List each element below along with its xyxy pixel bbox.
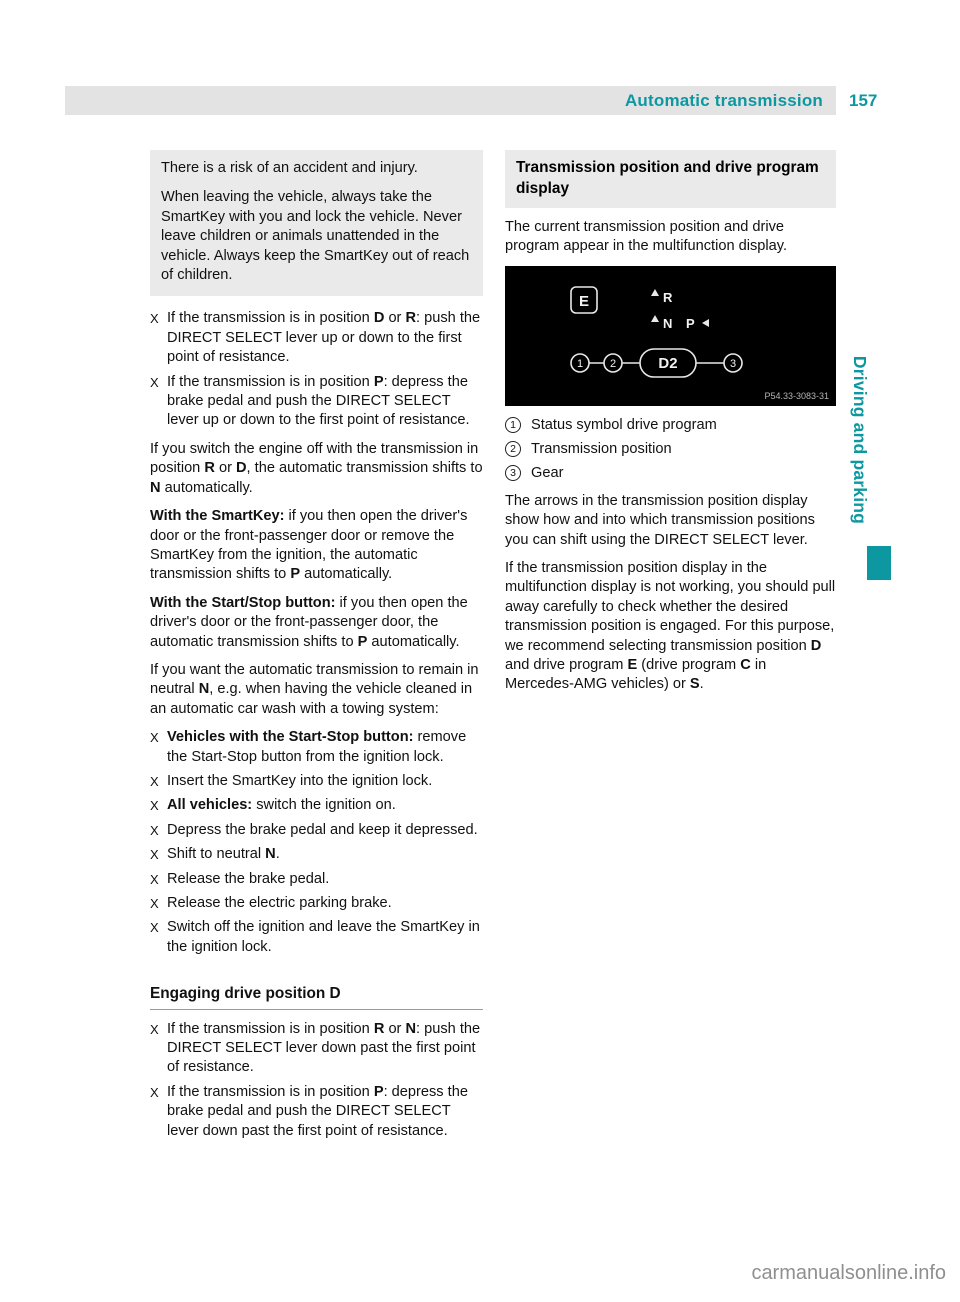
header-band (65, 86, 836, 115)
section-heading-transmission-display: Transmission position and drive program display (505, 150, 836, 208)
display-legend (505, 415, 836, 483)
warning-text: When leaving the vehicle, always take the SmartKey with you and lock the vehicle. Never leave children or animals unattended in the vehicle. Always keep the SmartKey out of reach of children. (161, 189, 470, 284)
instruction-item (150, 845, 483, 864)
position-p: P (686, 315, 695, 331)
callout-number-3: 3 (729, 357, 737, 370)
warning-text: There is a risk of an accident and injury. (161, 160, 418, 176)
callout-number-1: 1 (576, 357, 584, 370)
body-paragraph: With the SmartKey: if you then open the driver's door or the front-passenger door or remove the SmartKey from the ignition, the automatic transmission shifts to P automatically. (150, 508, 468, 583)
chapter-tab-marker (867, 546, 891, 580)
instruction-item (150, 821, 483, 840)
instruction-text: Release the electric parking brake. (167, 895, 392, 911)
bullet-arrow-icon: X (150, 773, 159, 789)
instruction-text: Switch off the ignition and leave the SmartKey in the ignition lock. (167, 919, 480, 955)
legend-item (505, 415, 836, 435)
instruction-text: Insert the SmartKey into the ignition lock. (167, 772, 433, 789)
drive-position-steps-list (150, 1020, 483, 1141)
position-n: N (663, 315, 673, 331)
callout-1-icon: 1 (505, 417, 521, 433)
instruction-text: All vehicles: switch the ignition on. (167, 797, 396, 814)
instruction-text: If the transmission is in position R or N: push the DIRECT SELECT lever down past the first point of resistance. (167, 1020, 481, 1076)
bullet-arrow-icon: X (150, 374, 159, 390)
instruction-item (150, 1083, 483, 1141)
page-number: 157 (849, 91, 878, 110)
bullet-arrow-icon: X (150, 730, 159, 746)
bullet-arrow-icon: X (150, 871, 159, 887)
instruction-item (150, 373, 483, 431)
legend-text: Gear (531, 464, 564, 481)
instruction-item (150, 870, 483, 889)
instruction-text: Vehicles with the Start-Stop button: remove the Start-Stop button from the ignition lock. (167, 729, 467, 765)
instruction-item (150, 796, 483, 815)
legend-text: Transmission position (531, 440, 672, 457)
left-column (150, 150, 483, 1146)
instruction-item (150, 309, 483, 367)
shift-instruction-list (150, 309, 483, 430)
position-r: R (663, 289, 673, 305)
instruction-item (150, 728, 483, 767)
gear-indicator: D2 (658, 354, 678, 372)
instruction-text: If the transmission is in position P: depress the brake pedal and push the DIRECT SELECT lever down past the first point of resistance. (167, 1083, 468, 1139)
bullet-arrow-icon: X (150, 896, 159, 911)
body-paragraph: The arrows in the transmission position display show how and into which transmission positions you can shift using the DIRECT SELECT lever. (505, 492, 815, 548)
bullet-arrow-icon: X (150, 1021, 159, 1037)
body-paragraph: The current transmission position and drive program appear in the multifunction display. (505, 219, 788, 255)
bullet-arrow-icon: X (150, 1084, 159, 1100)
instruction-text: Shift to neutral N. (167, 846, 280, 863)
callout-2-icon: 2 (505, 441, 521, 457)
bullet-arrow-icon: X (150, 311, 159, 327)
drive-program-symbol: E (579, 292, 590, 310)
body-paragraph: If you switch the engine off with the transmission in position R or D, the automatic transmission shifts to N automatically. (150, 440, 483, 496)
watermark-text: carmanualsonline.info (751, 1262, 946, 1284)
body-paragraph: If you want the automatic transmission to remain in neutral N, e.g. when having the vehicle cleaned in an automatic car wash with a towing system: (150, 661, 479, 717)
instruction-text: If the transmission is in position D or R: push the DIRECT SELECT lever up or down to the first point of resistance. (167, 310, 481, 366)
instruction-item (150, 918, 483, 957)
callout-3-icon: 3 (505, 465, 521, 481)
neutral-steps-list (150, 728, 483, 957)
legend-text: Status symbol drive program (531, 416, 717, 433)
right-column (505, 150, 836, 704)
display-background (505, 266, 836, 406)
body-paragraph: If the transmission position display in the multifunction display is not working, you should pull away carefully to check whether the desired transmission position is engaged. For this purpose, we recommend selecting transmission position D and drive program E (drive program C in Mercedes-AMG vehicles) or S. (505, 560, 836, 693)
instruction-text: Depress the brake pedal and keep it depressed. (167, 821, 478, 838)
image-code: P54.33-3083-31 (764, 390, 829, 401)
instruction-text: Release the brake pedal. (167, 870, 330, 887)
section-heading-engaging-drive-position-d: Engaging drive position D (150, 984, 483, 1009)
body-paragraph: With the Start/Stop button: if you then open the driver's door or the front-passenger door, the automatic transmission shifts to P automatically. (150, 594, 468, 650)
instruction-item (150, 1020, 483, 1078)
multifunction-display-image (505, 266, 836, 406)
instruction-item (150, 772, 483, 791)
chapter-tab-label: Driving and parking (850, 355, 870, 525)
instruction-text: If the transmission is in position P: depress the brake pedal and push the DIRECT SELECT lever up or down to the first point of resistance. (167, 373, 470, 429)
page-title: Automatic transmission (624, 90, 823, 110)
bullet-arrow-icon: X (150, 822, 159, 838)
bullet-arrow-icon: X (150, 847, 159, 863)
warning-box (150, 150, 483, 296)
callout-number-2: 2 (609, 357, 617, 370)
legend-item (505, 439, 836, 459)
bullet-arrow-icon: X (150, 798, 159, 814)
legend-item (505, 463, 836, 483)
instruction-item (150, 894, 483, 913)
bullet-arrow-icon: X (150, 920, 159, 936)
